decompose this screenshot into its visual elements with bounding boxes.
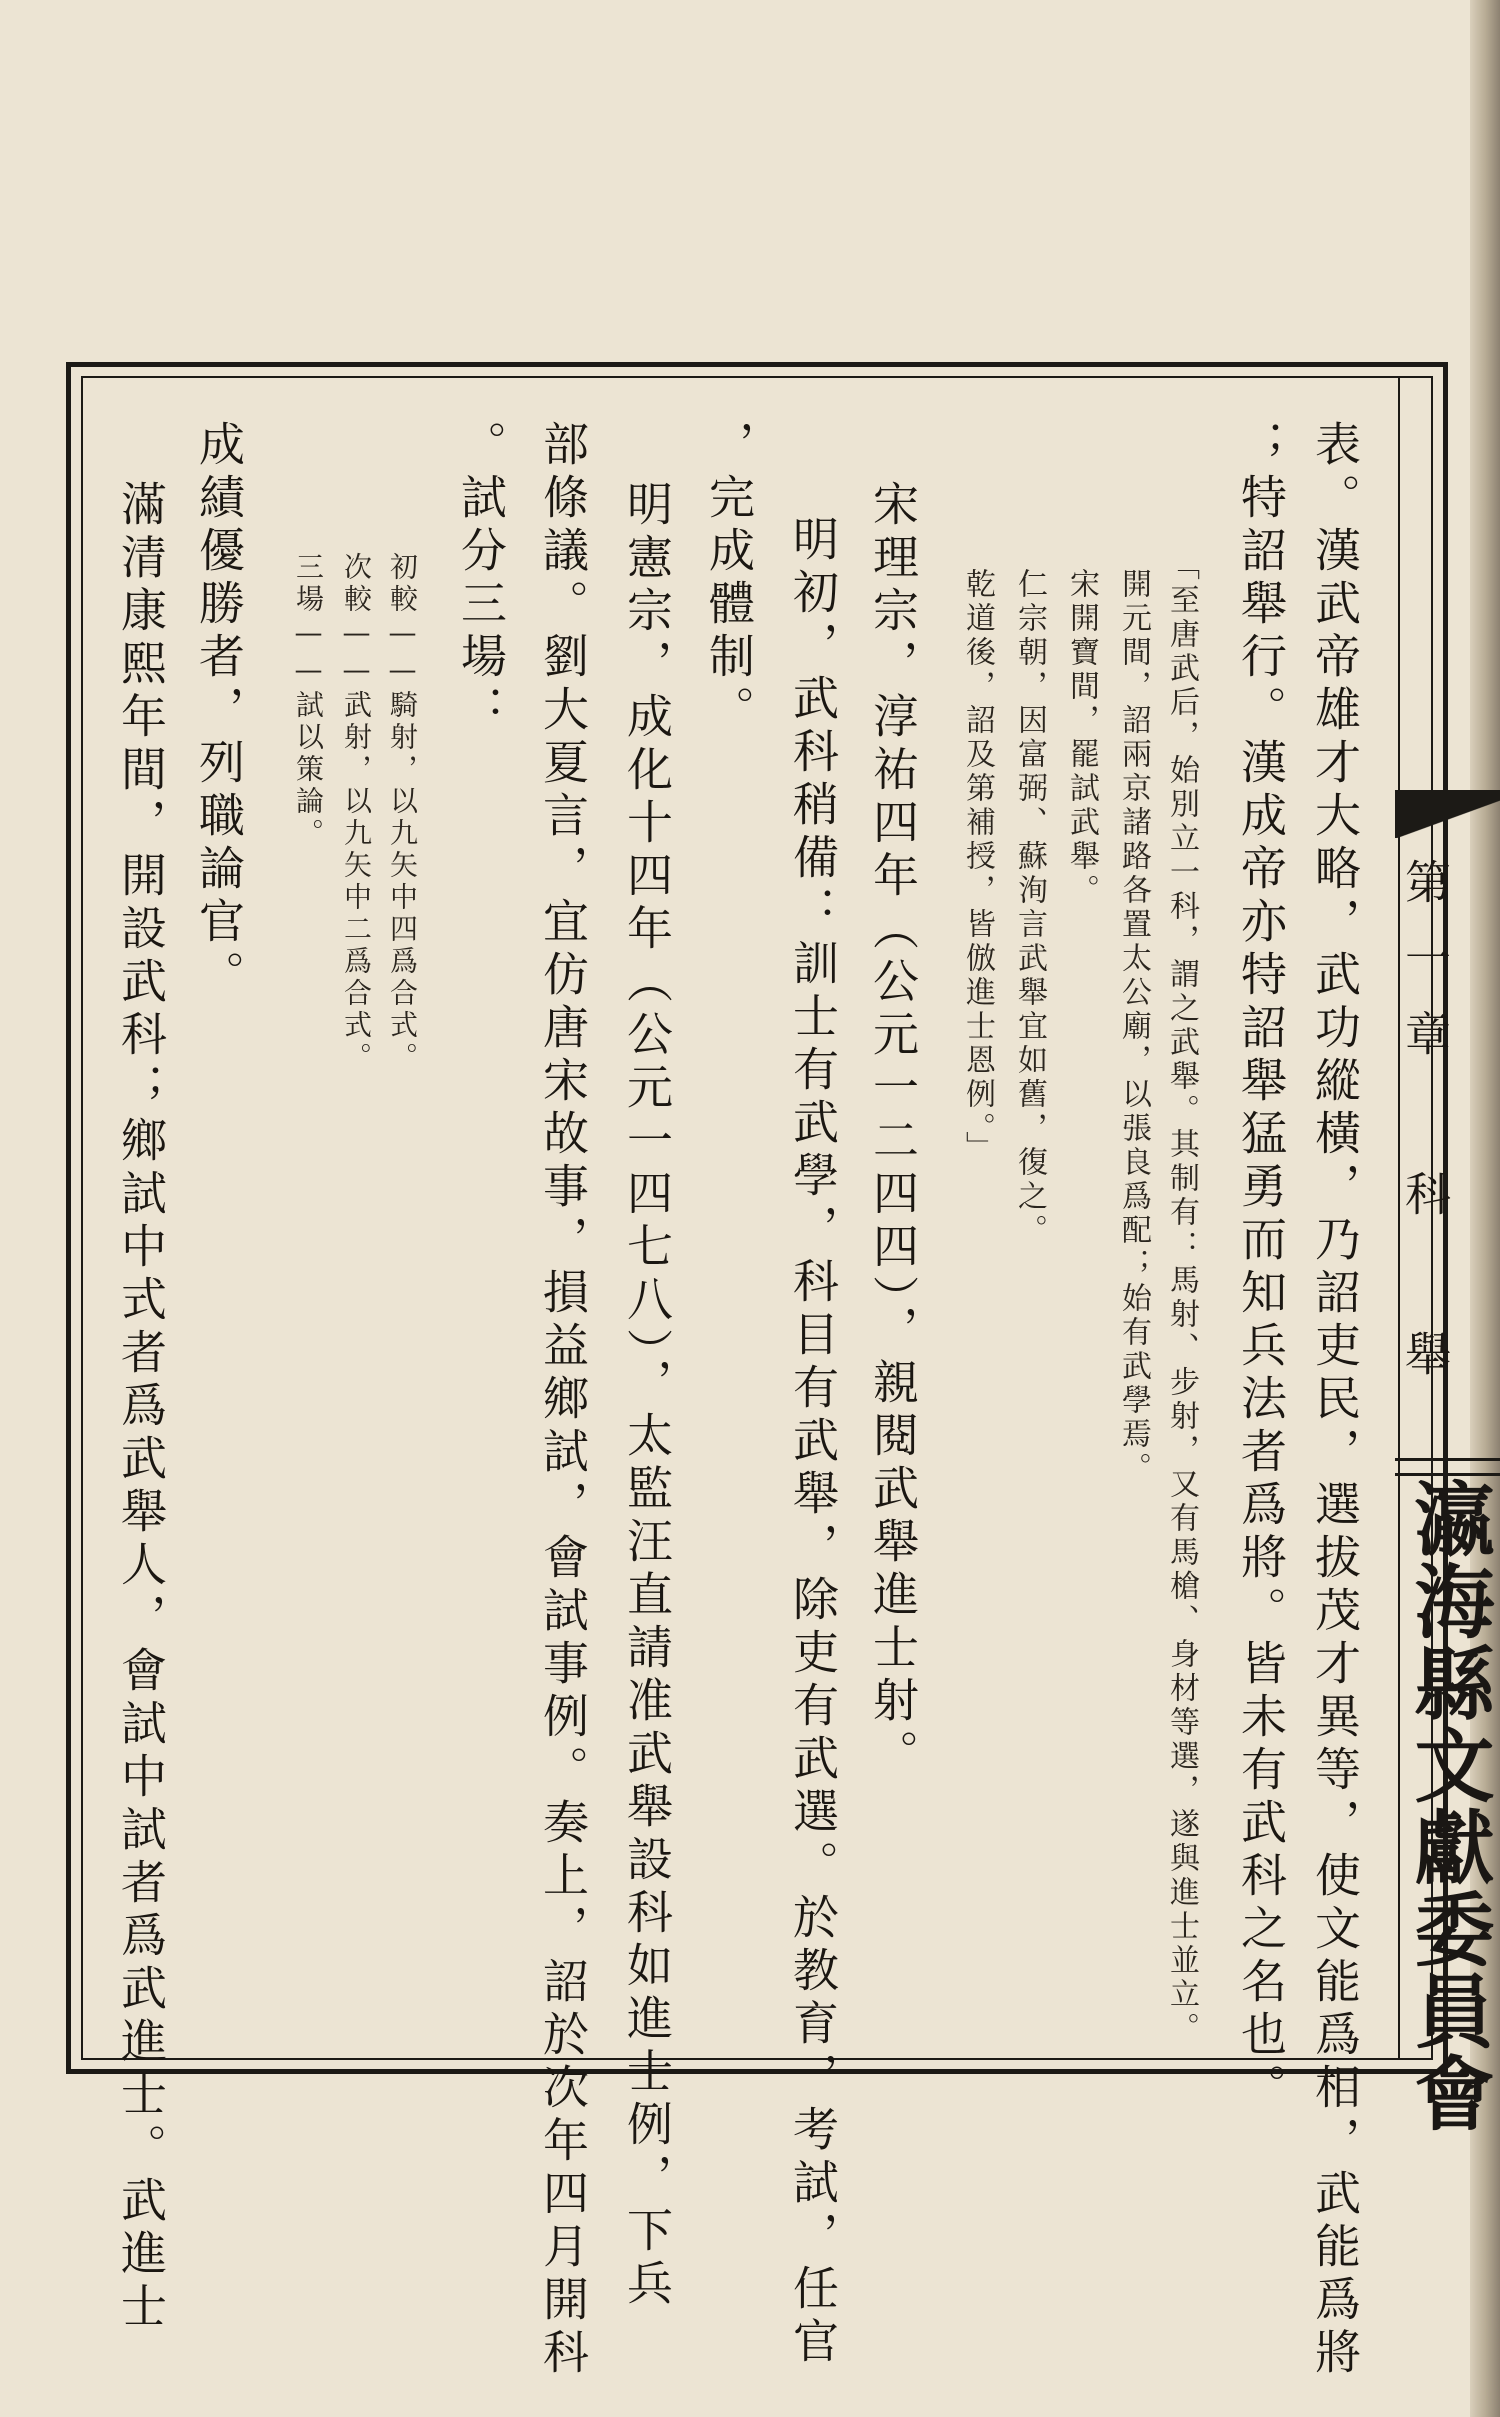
sub-column: 次較——武射，以九矢中二爲合式。 xyxy=(340,552,373,1074)
note-column: 乾道後，詔及第補授，皆倣進士恩例。」 xyxy=(960,568,995,1165)
note-column: 宋開寶間，罷試武舉。 xyxy=(1064,568,1099,908)
chapter-marker xyxy=(1395,790,1500,838)
note-column: 「至唐武后，始別立一科，謂之武舉。其制有：馬射、步射，又有馬槍、身材等選，遂與進士並立。 xyxy=(1164,550,1199,2046)
text-column: 明憲宗，成化十四年（公元一四七八），太監汪直請准武舉設科如進士例，下兵 xyxy=(620,480,674,2312)
text-column: ；特詔舉行。漢成帝亦特詔舉猛勇而知兵法者爲將。皆未有武科之名也。 xyxy=(1234,420,1288,2116)
text-column: 宋理宗，淳祐四年（公元一二四四），親閱武舉進士射。 xyxy=(866,480,920,1782)
chapter-heading: 第一章 科 舉 xyxy=(1398,858,1452,1406)
book-title-marker xyxy=(1395,1458,1500,1476)
note-column: 開元間，詔兩京諸路各置太公廟，以張良爲配；始有武學焉。 xyxy=(1116,568,1151,1486)
text-column: 滿清康熙年間，開設武科；鄉試中式者爲武舉人，會試中試者爲武進士。武進士 xyxy=(114,480,168,2335)
publisher-title: 瀛海縣文獻委員會 xyxy=(1401,1478,1495,2134)
text-column: 表。漢武帝雄才大略，武功縱橫，乃詔吏民，選拔茂才異等，使文能爲相，武能爲將 xyxy=(1308,420,1362,2381)
text-column: 明初，武科稍備：訓士有武學，科目有武舉，除吏有武選。於教育，考試，任官 xyxy=(786,515,840,2370)
text-column: 成績優勝者，列職論官。 xyxy=(192,420,246,1003)
text-column: ，完成體制。 xyxy=(702,420,756,738)
note-column: 仁宗朝，因富弼、蘇洵言武舉宜如舊，復之。 xyxy=(1012,568,1047,1248)
sub-column: 初較——騎射，以九矢中四爲合式。 xyxy=(386,552,419,1074)
inner-border xyxy=(81,376,1433,2060)
text-column: 部條議。劉大夏言，宜仿唐宋故事，損益鄉試，會試事例。奏上，詔於次年四月開科 xyxy=(536,420,590,2381)
text-column: 。試分三場： xyxy=(454,420,508,738)
sub-column: 三場——試以策論。 xyxy=(292,552,325,850)
